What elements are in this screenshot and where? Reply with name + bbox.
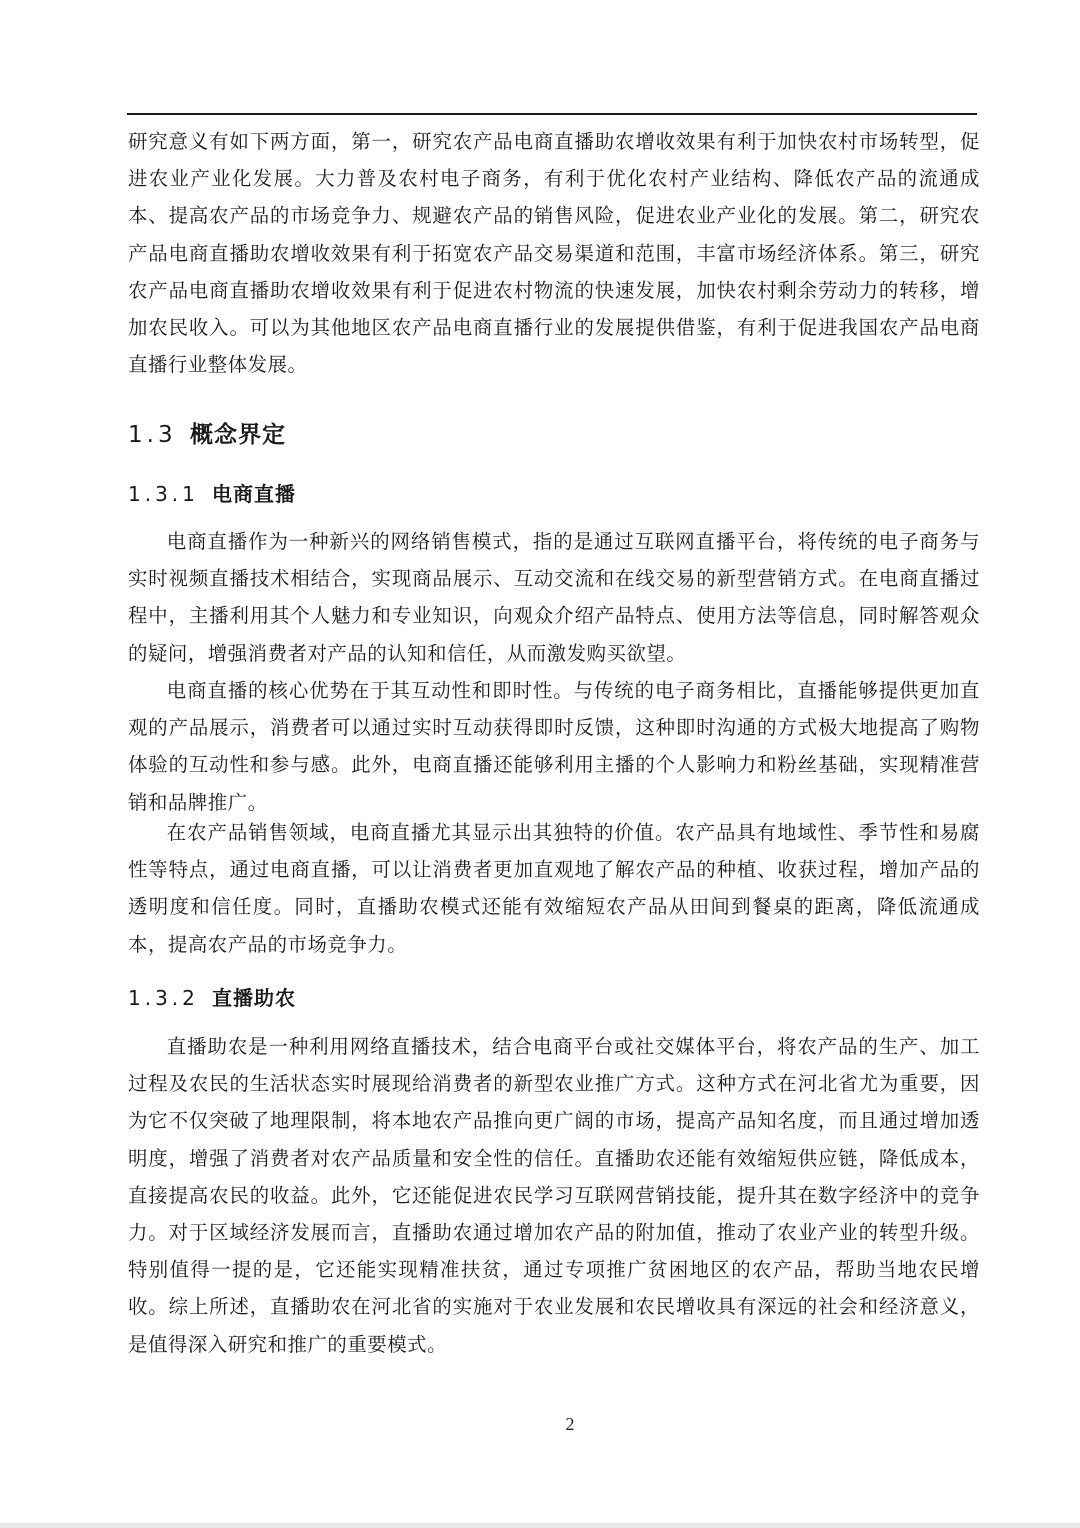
paragraph-ecommerce-livestream-advantages: 电商直播的核心优势在于其互动性和即时性。与传统的电子商务相比，直播能够提供更加直观的产品展示，消费者可以通过实时互动获得即时反馈，这种即时沟通的方式极大地提高了购物体验的互动性和参与感。此外，电商直播还能够利用主播的个人影响力和粉丝基础，实现精准营销和品牌推广。	[128, 679, 980, 814]
section-title: 概念界定	[190, 422, 286, 448]
intro-paragraph: 研究意义有如下两方面，第一，研究农产品电商直播助农增收效果有利于加快农村市场转型，促进农业产业化发展。大力普及农村电子商务，有利于优化农村产业结构、降低农产品的流通成本、提高农产品的市场竞争力、规避农产品的销售风险，促进农业产业化的发展。第二，研究农产品电商直播助农增收效果有利于拓宽农产品交易渠道和范围，丰富市场经济体系。第三，研究农产品电商直播助农增收效果有利于促进农村物流的快速发展，加快农村剩余劳动力的转移，增加农民收入。可以为其他地区农产品电商直播行业的发展提供借鉴，有利于促进我国农产品电商直播行业整体发展。	[128, 130, 980, 377]
subsection-title: 直播助农	[212, 986, 296, 1010]
page-number: 2	[565, 1414, 575, 1434]
subsection-number: 1.3.2	[128, 986, 199, 1010]
header-rule	[127, 113, 977, 115]
section-number: 1.3	[128, 422, 177, 448]
section-heading-1-3-2	[128, 984, 296, 1012]
page-bottom-edge	[0, 1523, 1080, 1528]
paragraph-ecommerce-livestream-definition: 电商直播作为一种新兴的网络销售模式，指的是通过互联网直播平台，将传统的电子商务与实时视频直播技术相结合，实现商品展示、互动交流和在线交易的新型营销方式。在电商直播过程中，主播利用其个人魅力和专业知识，向观众介绍产品特点、使用方法等信息，同时解答观众的疑问，增强消费者对产品的认知和信任，从而激发购买欲望。	[128, 530, 980, 665]
paragraph-livestream-farm-aid: 直播助农是一种利用网络直播技术，结合电商平台或社交媒体平台，将农产品的生产、加工过程及农民的生活状态实时展现给消费者的新型农业推广方式。这种方式在河北省尤为重要，因为它不仅突破了地理限制，将本地农产品推向更广阔的市场，提高产品知名度，而且通过增加透明度，增强了消费者对农产品质量和安全性的信任。直播助农还能有效缩短供应链，降低成本，直接提高农民的收益。此外，它还能促进农民学习互联网营销技能，提升其在数字经济中的竞争力。对于区域经济发展而言，直播助农通过增加农产品的附加值，推动了农业产业的转型升级。特别值得一提的是，它还能实现精准扶贫，通过专项推广贫困地区的农产品，帮助当地农民增收。综上所述，直播助农在河北省的实施对于农业发展和农民增收具有深远的社会和经济意义，是值得深入研究和推广的重要模式。	[128, 1035, 980, 1356]
section-heading-1-3	[128, 420, 286, 450]
section-heading-1-3-1	[128, 480, 296, 508]
subsection-title: 电商直播	[212, 482, 296, 506]
subsection-number: 1.3.1	[128, 482, 199, 506]
paragraph-ecommerce-livestream-agriculture: 在农产品销售领域，电商直播尤其显示出其独特的价值。农产品具有地域性、季节性和易腐性等特点，通过电商直播，可以让消费者更加直观地了解农产品的种植、收获过程，增加产品的透明度和信任度。同时，直播助农模式还能有效缩短农产品从田间到餐桌的距离，降低流通成本，提高农产品的市场竞争力。	[128, 821, 980, 956]
